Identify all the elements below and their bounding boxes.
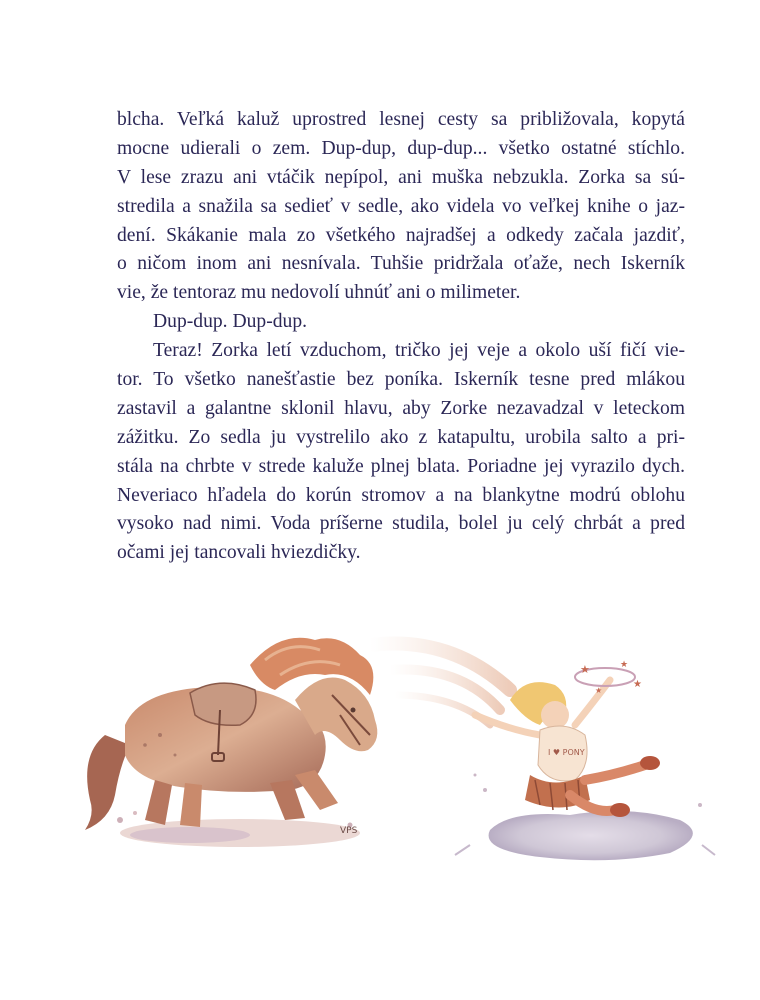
star-icon: ★ xyxy=(580,663,590,676)
pony xyxy=(85,638,377,830)
text-line: V lese zrazu ani vtáčik nepípol, ani muška nebzukla. Zorka sa sú- xyxy=(117,166,685,188)
text-line: tor. To všetko nanešťastie bez poníka. Iskerník tesne pred mlákou xyxy=(117,369,685,391)
star-icon: ★ xyxy=(595,686,603,695)
text-line: Teraz! Zorka letí vzduchom, tričko jej veje a okolo uší fičí vie- xyxy=(153,340,685,362)
text-line: o ničom inom ani nesnívala. Tuhšie pridržala oťaže, nech Iskerník xyxy=(117,253,685,275)
text-line: vysoko nad nimi. Voda príšerne studila, bolel ju celý chrbát a pred xyxy=(117,513,685,535)
story-text xyxy=(117,106,685,568)
pony-and-girl-illustration xyxy=(70,615,720,915)
text-line: dení. Skákanie mala zo všetkého najradšej a odkedy začala jazdiť, xyxy=(117,224,685,246)
text-line: zastavil a galantne sklonil hlavu, aby Zorke nezavadzal v leteckom xyxy=(117,397,685,419)
text-line: stredila a snažila sa sedieť v sedle, ako videla vo veľkej knihe o jaz- xyxy=(117,195,685,217)
motion-streaks xyxy=(370,643,510,725)
star-icon: ★ xyxy=(633,679,642,690)
text-line: vie, že tentoraz mu nedovolí uhnúť ani o milimeter. xyxy=(117,282,521,304)
text-line: zážitku. Zo sedla ju vystrelilo ako z katapultu, urobila salto a pri- xyxy=(117,426,685,448)
star-icon: ★ xyxy=(620,660,629,670)
shirt-text: I ♥ PONY xyxy=(548,748,585,757)
text-line: očami jej tancovali hviezdičky. xyxy=(117,542,361,564)
text-line: blcha. Veľká kaluž uprostred lesnej cesty sa približovala, kopytá xyxy=(117,109,685,130)
text-line: Dup-dup. Dup-dup. xyxy=(153,311,308,333)
text-line: Neveriaco hľadela do korún stromov a na blankytne modrú oblohu xyxy=(117,484,685,506)
artist-signature: VPS xyxy=(340,826,358,836)
text-line: stála na chrbte v strede kaluže plnej blata. Poriadne jej vyrazilo dych. xyxy=(117,455,685,477)
text-line: mocne udierali o zem. Dup-dup, dup-dup... všetko ostatné stíchlo. xyxy=(117,137,685,159)
